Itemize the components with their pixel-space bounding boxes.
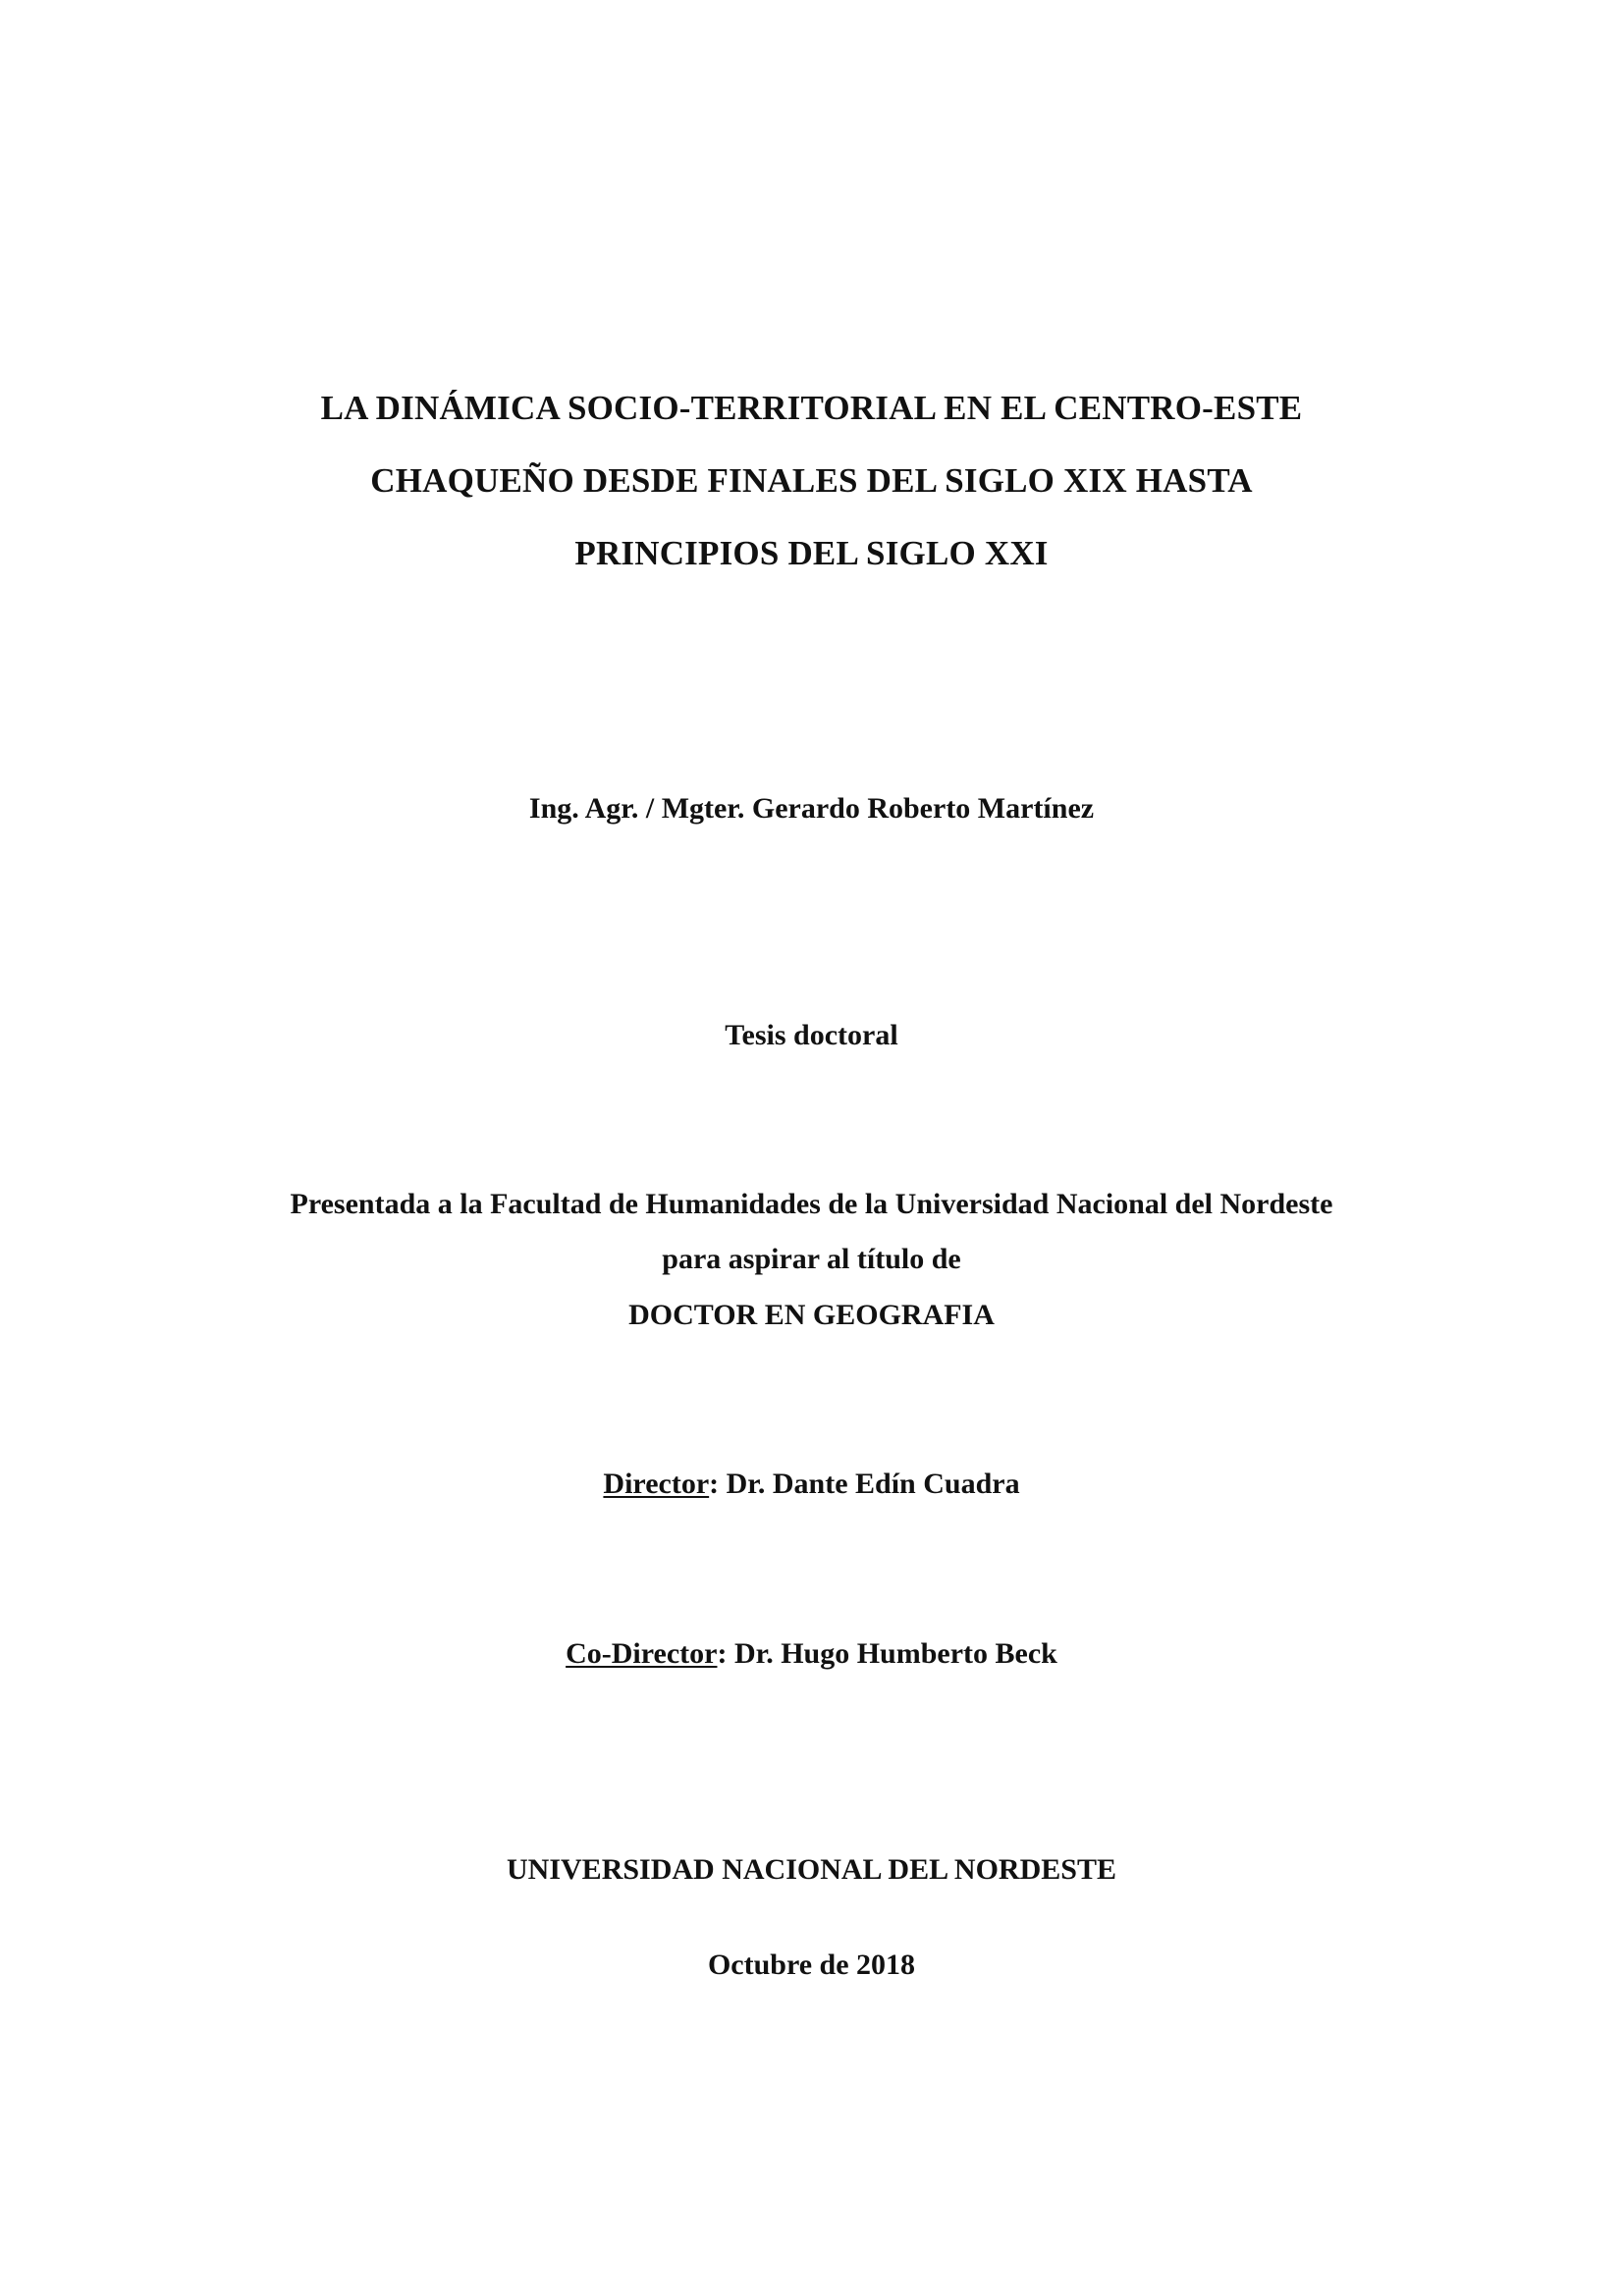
director-name: : Dr. Dante Edín Cuadra [709,1468,1020,1500]
co-director-label: Co-Director [566,1637,718,1670]
degree-title: DOCTOR EN GEOGRAFIA [628,1299,995,1331]
university-name: UNIVERSIDAD NACIONAL DEL NORDESTE [507,1853,1116,1886]
title-line-1: LA DINÁMICA SOCIO-TERRITORIAL EN EL CENTRO-ESTE [320,389,1303,427]
document-type: Tesis doctoral [725,1019,898,1051]
co-director-line [0,1639,1623,1669]
director-label: Director [603,1468,710,1500]
director-line [0,1469,1623,1499]
title-line-2: CHAQUEÑO DESDE FINALES DEL SIGLO XIX HASTA [370,461,1253,500]
presentation-line-1: Presentada a la Facultad de Humanidades de la Universidad Nacional del Nordeste [290,1188,1333,1220]
presentation-line-2: para aspirar al título de [662,1243,961,1275]
title-line-3: PRINCIPIOS DEL SIGLO XXI [574,534,1049,572]
co-director-name: : Dr. Hugo Humberto Beck [717,1637,1057,1670]
date: Octubre de 2018 [707,1949,916,1981]
author-name: Ing. Agr. / Mgter. Gerardo Roberto Martínez [528,792,1095,825]
